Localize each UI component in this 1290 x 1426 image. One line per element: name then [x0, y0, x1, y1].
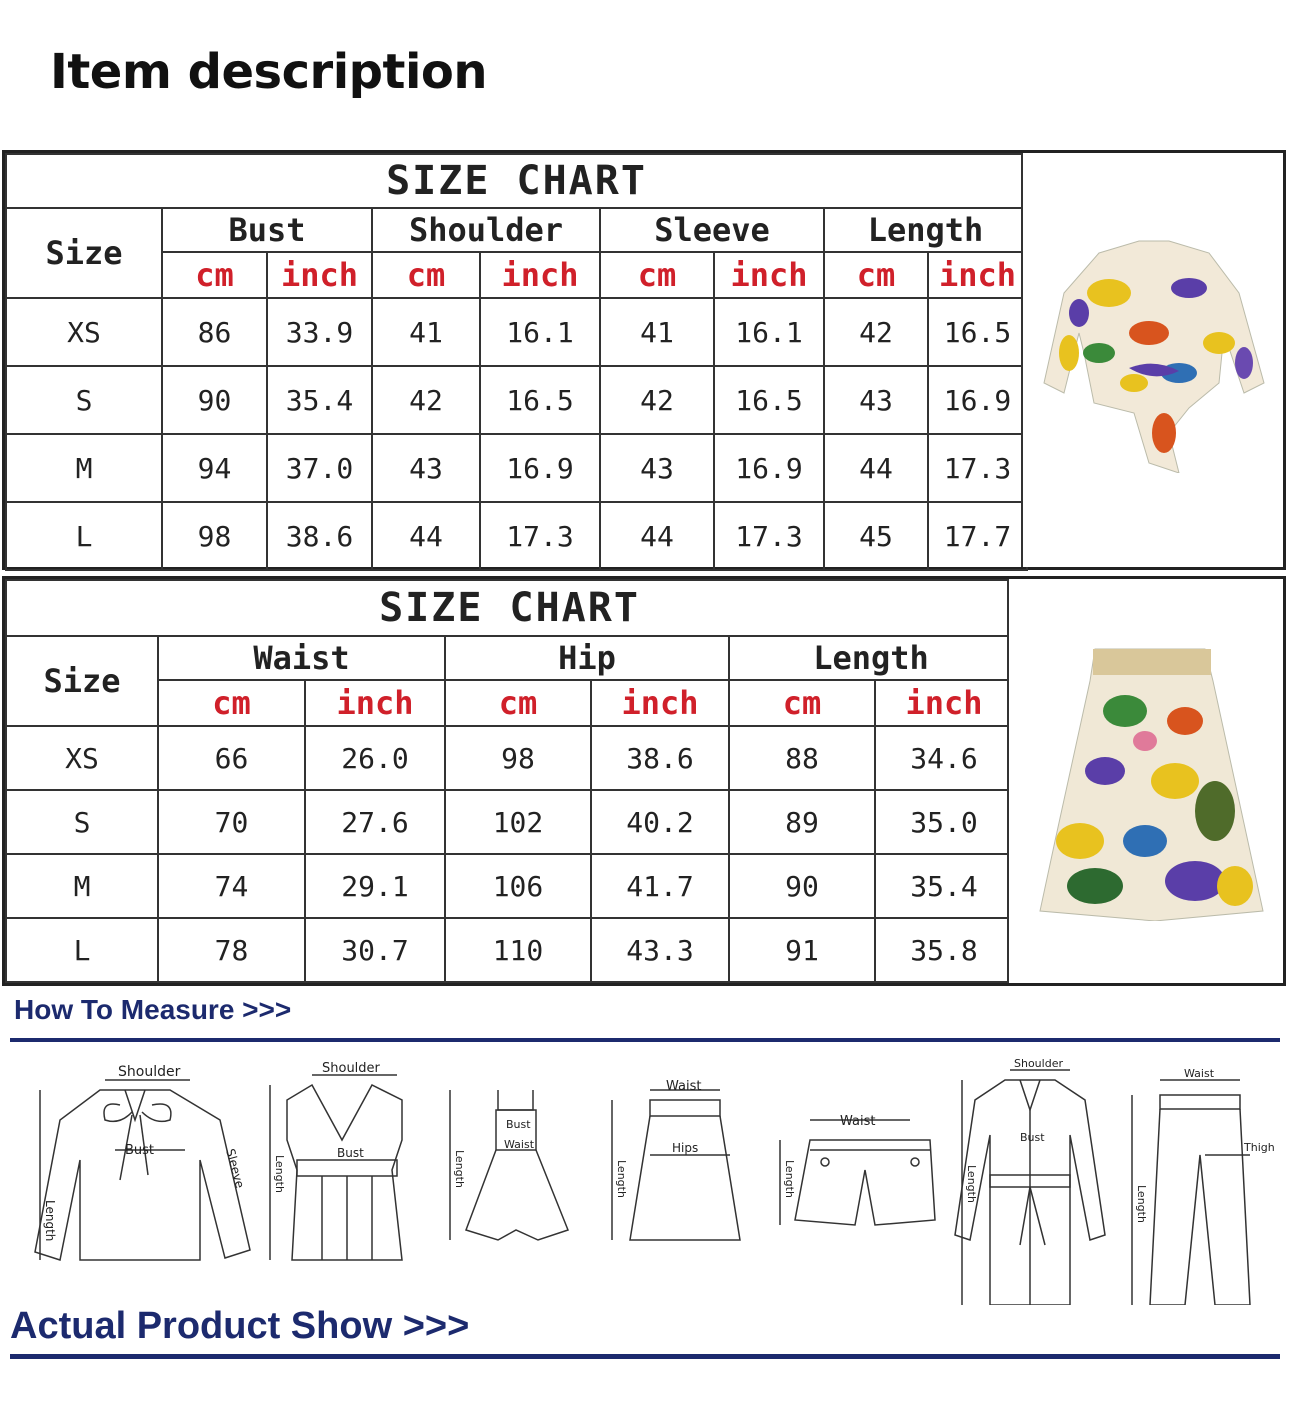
label-length: Length	[453, 1150, 466, 1188]
unit-cm: cm	[729, 680, 875, 726]
measurement-cell: 106	[445, 854, 591, 918]
measurement-cell: 110	[445, 918, 591, 982]
unit-inch: inch	[928, 252, 1027, 298]
measurement-cell: 42	[372, 366, 480, 434]
unit-inch: inch	[591, 680, 729, 726]
table-row	[6, 434, 1027, 502]
label-shoulder: Shoulder	[322, 1061, 380, 1076]
top-size-table	[5, 153, 1028, 571]
measurement-cell: 43.3	[591, 918, 729, 982]
measurement-cell: 44	[824, 434, 928, 502]
measurement-cell: 17.3	[714, 502, 824, 570]
table-row	[6, 790, 1013, 854]
blouse-diagram	[20, 1060, 260, 1270]
unit-cm: cm	[600, 252, 714, 298]
actual-product-rule	[10, 1354, 1280, 1359]
floral-skirt-image	[1035, 641, 1265, 921]
size-label: M	[6, 854, 158, 918]
label-length: Length	[965, 1165, 978, 1203]
measurement-cell: 70	[158, 790, 305, 854]
measurement-diagrams	[10, 1050, 1285, 1310]
dress-diagram	[438, 1080, 588, 1250]
measurement-cell: 86	[162, 298, 267, 366]
measurement-cell: 35.4	[267, 366, 372, 434]
measurement-cell: 94	[162, 434, 267, 502]
top-size-header: Size	[6, 208, 162, 298]
unit-inch: inch	[714, 252, 824, 298]
label-waist: Waist	[1184, 1067, 1215, 1080]
measurement-cell: 16.5	[714, 366, 824, 434]
measurement-cell: 16.5	[928, 298, 1027, 366]
measurement-cell: 66	[158, 726, 305, 790]
size-label: M	[6, 434, 162, 502]
bottom-product-photo-box	[1007, 579, 1283, 983]
measurement-cell: 43	[824, 366, 928, 434]
measurement-cell: 41	[600, 298, 714, 366]
label-bust: Bust	[1020, 1131, 1045, 1144]
label-sleeve: Sleeve	[223, 1147, 248, 1190]
table-row	[6, 854, 1013, 918]
actual-product-heading: Actual Product Show >>>	[10, 1305, 470, 1347]
label-shoulder: Shoulder	[118, 1064, 181, 1080]
measurement-cell: 88	[729, 726, 875, 790]
measurement-cell: 42	[600, 366, 714, 434]
table-row	[6, 502, 1027, 570]
bottom-group-length: Length	[729, 636, 1013, 680]
shorts-diagram	[770, 1110, 940, 1240]
bottom-size-table	[5, 579, 1014, 983]
label-length: Length	[783, 1160, 796, 1198]
measurement-cell: 35.8	[875, 918, 1013, 982]
how-to-measure-rule	[10, 1038, 1280, 1042]
floral-top-image	[1039, 233, 1269, 473]
measurement-cell: 91	[729, 918, 875, 982]
measurement-cell: 34.6	[875, 726, 1013, 790]
measurement-cell: 35.0	[875, 790, 1013, 854]
table-row	[6, 918, 1013, 982]
tank-top-diagram	[262, 1060, 422, 1270]
unit-cm: cm	[158, 680, 305, 726]
label-length: Length	[1135, 1185, 1148, 1223]
measurement-cell: 43	[372, 434, 480, 502]
size-label: L	[6, 918, 158, 982]
measurement-cell: 26.0	[305, 726, 445, 790]
unit-cm: cm	[162, 252, 267, 298]
measurement-cell: 41	[372, 298, 480, 366]
size-label: S	[6, 790, 158, 854]
top-chart-title: SIZE CHART	[6, 154, 1027, 208]
measurement-cell: 16.9	[714, 434, 824, 502]
label-waist: Waist	[504, 1138, 535, 1151]
label-bust: Bust	[125, 1143, 155, 1158]
measurement-cell: 16.5	[480, 366, 600, 434]
measurement-cell: 30.7	[305, 918, 445, 982]
measurement-cell: 35.4	[875, 854, 1013, 918]
bottom-group-waist: Waist	[158, 636, 445, 680]
bottom-size-header: Size	[6, 636, 158, 726]
measurement-cell: 90	[162, 366, 267, 434]
top-group-length: Length	[824, 208, 1027, 252]
page-title: Item description	[50, 44, 488, 100]
label-length: Length	[43, 1200, 57, 1242]
measurement-cell: 33.9	[267, 298, 372, 366]
top-group-bust: Bust	[162, 208, 372, 252]
measurement-cell: 102	[445, 790, 591, 854]
label-hips: Hips	[672, 1141, 699, 1155]
measurement-cell: 41.7	[591, 854, 729, 918]
unit-cm: cm	[372, 252, 480, 298]
how-to-measure-heading: How To Measure >>>	[14, 994, 292, 1025]
top-size-chart	[2, 150, 1286, 570]
label-bust: Bust	[337, 1146, 364, 1160]
measurement-cell: 44	[600, 502, 714, 570]
table-row	[6, 366, 1027, 434]
unit-inch: inch	[480, 252, 600, 298]
measurement-cell: 16.1	[480, 298, 600, 366]
unit-inch: inch	[305, 680, 445, 726]
measurement-cell: 17.3	[928, 434, 1027, 502]
bottom-chart-title: SIZE CHART	[6, 580, 1013, 636]
measurement-cell: 74	[158, 854, 305, 918]
measurement-cell: 38.6	[591, 726, 729, 790]
label-length: Length	[273, 1155, 286, 1193]
unit-cm: cm	[445, 680, 591, 726]
measurement-cell: 90	[729, 854, 875, 918]
label-thigh: Thigh	[1244, 1141, 1275, 1154]
top-group-sleeve: Sleeve	[600, 208, 824, 252]
unit-inch: inch	[267, 252, 372, 298]
measurement-cell: 78	[158, 918, 305, 982]
measurement-cell: 17.3	[480, 502, 600, 570]
top-product-photo-box	[1021, 153, 1283, 567]
table-row	[6, 726, 1013, 790]
label-waist: Waist	[666, 1080, 702, 1094]
label-waist: Waist	[840, 1114, 876, 1129]
unit-inch: inch	[875, 680, 1013, 726]
bottom-size-chart	[2, 576, 1286, 986]
label-bust: Bust	[506, 1118, 531, 1131]
size-label: XS	[6, 726, 158, 790]
size-label: L	[6, 502, 162, 570]
measurement-cell: 43	[600, 434, 714, 502]
table-row	[6, 298, 1027, 366]
measurement-cell: 89	[729, 790, 875, 854]
label-shoulder: Shoulder	[1014, 1057, 1063, 1070]
measurement-cell: 98	[162, 502, 267, 570]
measurement-cell: 16.9	[480, 434, 600, 502]
measurement-cell: 42	[824, 298, 928, 366]
measurement-cell: 37.0	[267, 434, 372, 502]
measurement-cell: 29.1	[305, 854, 445, 918]
measurement-cell: 44	[372, 502, 480, 570]
pants-diagram	[1120, 1055, 1285, 1305]
measurement-cell: 17.7	[928, 502, 1027, 570]
top-group-shoulder: Shoulder	[372, 208, 600, 252]
size-label: XS	[6, 298, 162, 366]
skirt-diagram	[600, 1080, 750, 1250]
label-length: Length	[615, 1160, 628, 1198]
unit-cm: cm	[824, 252, 928, 298]
measurement-cell: 45	[824, 502, 928, 570]
bottom-group-hip: Hip	[445, 636, 729, 680]
long-shirt-diagram	[950, 1055, 1110, 1305]
measurement-cell: 16.9	[928, 366, 1027, 434]
size-label: S	[6, 366, 162, 434]
measurement-cell: 16.1	[714, 298, 824, 366]
measurement-cell: 40.2	[591, 790, 729, 854]
measurement-cell: 98	[445, 726, 591, 790]
measurement-cell: 38.6	[267, 502, 372, 570]
measurement-cell: 27.6	[305, 790, 445, 854]
